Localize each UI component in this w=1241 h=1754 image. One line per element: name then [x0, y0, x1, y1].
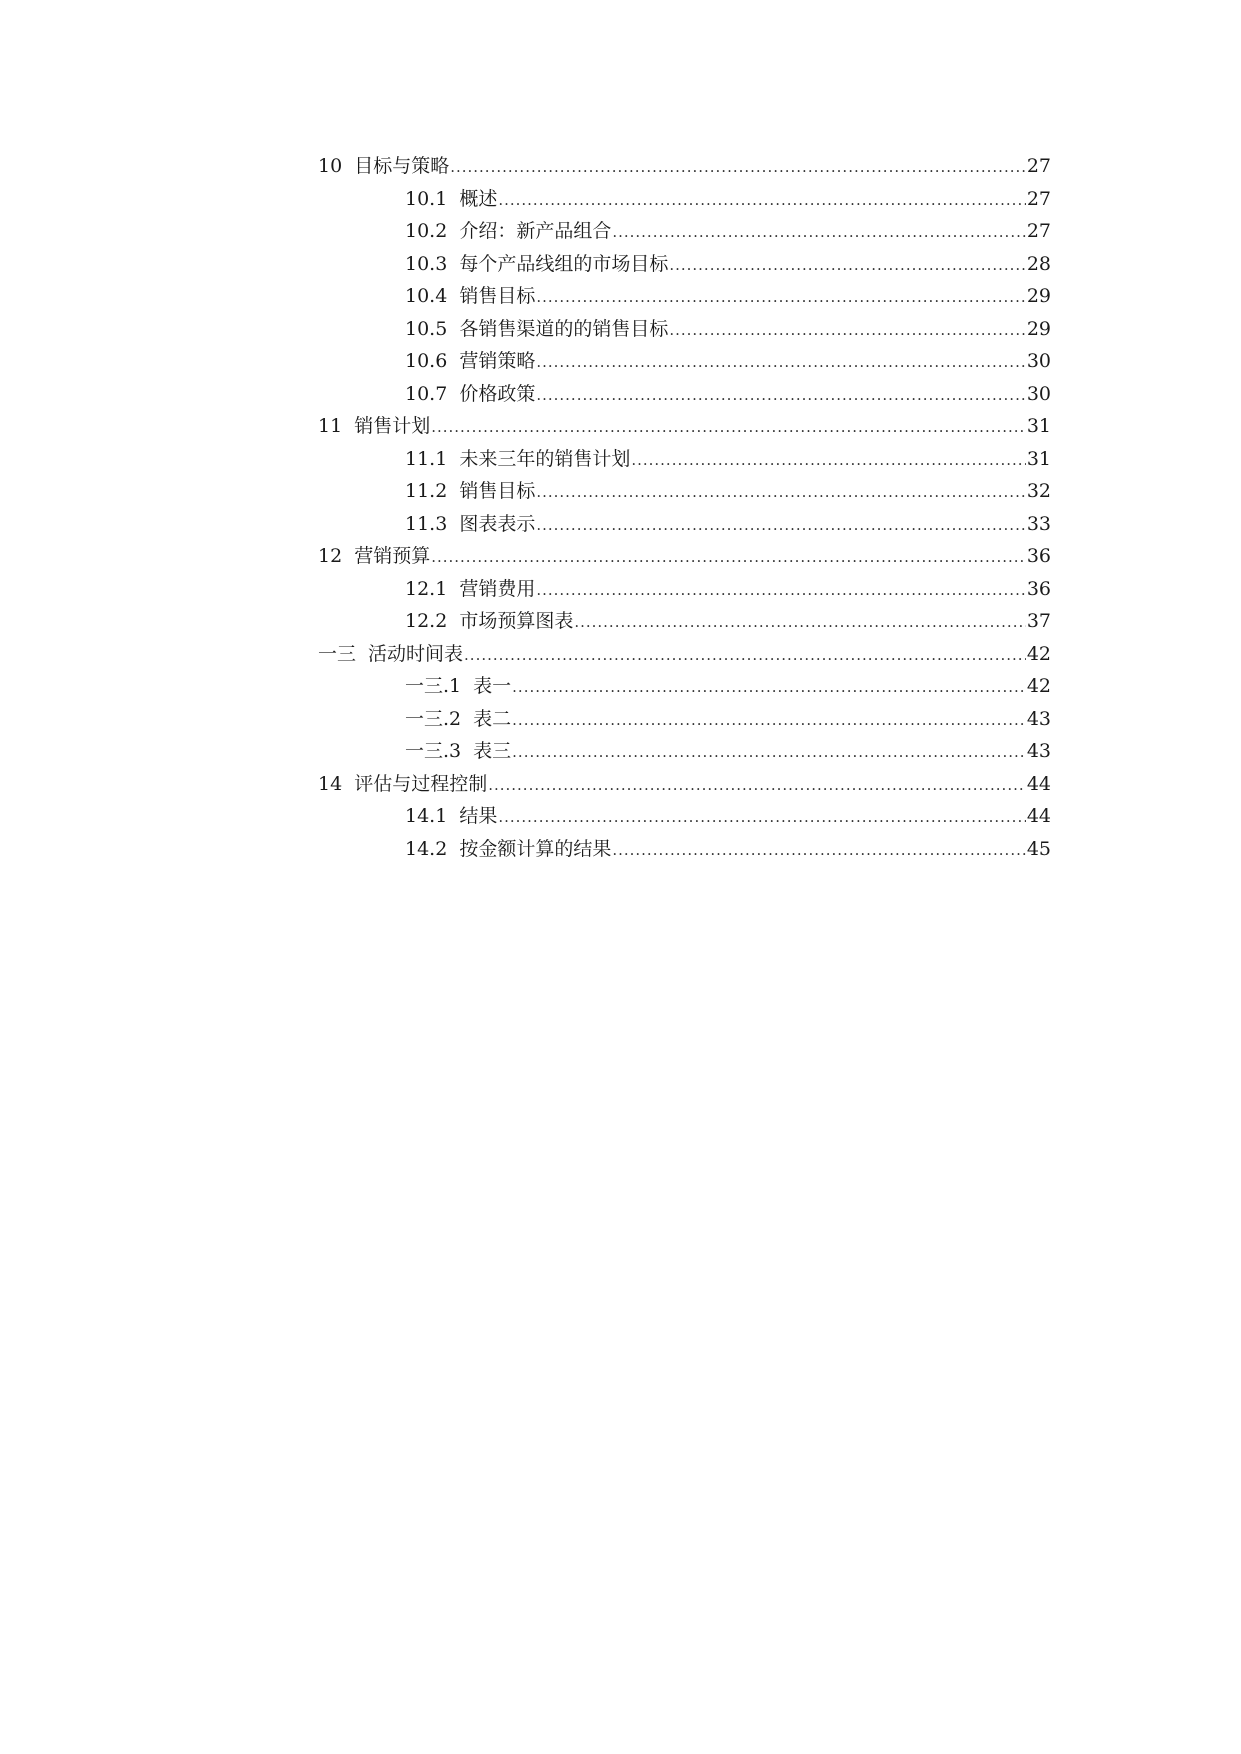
- toc-entry-number: 12.2: [405, 610, 448, 632]
- toc-dot-leader: [498, 800, 1025, 834]
- toc-entry-number: 10.1: [405, 187, 448, 210]
- toc-entry-number: 12: [318, 545, 343, 567]
- toc-entry-number: 14.2: [405, 837, 448, 860]
- toc-entry-title: 目标与策略: [354, 155, 450, 177]
- toc-entry[interactable]: [318, 215, 1051, 248]
- toc-entry-page-number: 31: [1026, 415, 1051, 437]
- toc-dot-leader: [612, 215, 1025, 249]
- toc-entry[interactable]: [318, 508, 1051, 541]
- toc-entry-title: 价格政策: [459, 382, 536, 405]
- toc-entry[interactable]: [318, 443, 1051, 476]
- toc-entry-title: 活动时间表: [368, 642, 464, 665]
- toc-entry[interactable]: [318, 703, 1051, 736]
- toc-entry-number: 10.7: [405, 382, 448, 405]
- toc-entry-number: 11: [318, 415, 343, 437]
- toc-dot-leader: [488, 768, 1026, 802]
- toc-entry-number: 10.6: [405, 350, 448, 372]
- toc-entry-title: 各销售渠道的的销售目标: [459, 317, 669, 340]
- toc-entry-title: 销售目标: [459, 285, 536, 307]
- toc-entry[interactable]: [318, 475, 1051, 508]
- toc-entry-page-number: 32: [1026, 480, 1051, 502]
- toc-entry-title: 评估与过程控制: [354, 772, 488, 795]
- toc-entry-page-number: 42: [1026, 675, 1051, 697]
- toc-entry[interactable]: [318, 833, 1051, 866]
- toc-entry-number: 一三: [318, 642, 357, 665]
- toc-entry-number: 11.3: [405, 512, 448, 535]
- toc-entry-number: 10.4: [405, 285, 448, 307]
- toc-entry-page-number: 42: [1026, 642, 1051, 665]
- toc-entry[interactable]: [318, 670, 1051, 703]
- toc-entry-title: 表三: [473, 740, 512, 762]
- toc-entry-title: 销售目标: [459, 480, 536, 502]
- toc-dot-leader: [669, 248, 1025, 282]
- toc-dot-leader: [612, 833, 1025, 867]
- toc-entry-page-number: 37: [1026, 610, 1051, 632]
- toc-entry-number: 10.3: [405, 252, 448, 275]
- toc-entry-title: 销售计划: [354, 415, 431, 437]
- toc-entry-title: 表一: [473, 675, 512, 697]
- toc-entry-number: 10: [318, 155, 343, 177]
- toc-entry-page-number: 27: [1026, 187, 1051, 210]
- toc-dot-leader: [536, 345, 1025, 379]
- toc-entry[interactable]: [318, 150, 1051, 183]
- toc-entry-number: 10.5: [405, 317, 448, 340]
- table-of-contents: [318, 150, 1051, 865]
- toc-dot-leader: [450, 150, 1026, 184]
- toc-entry-title: 营销费用: [459, 577, 536, 600]
- toc-entry-title: 表二: [473, 707, 512, 730]
- toc-entry[interactable]: [318, 800, 1051, 833]
- toc-dot-leader: [536, 508, 1025, 542]
- toc-entry[interactable]: [318, 735, 1051, 768]
- toc-dot-leader: [574, 605, 1025, 639]
- toc-entry-number: 一三.1: [405, 675, 462, 697]
- toc-dot-leader: [536, 475, 1025, 509]
- toc-entry[interactable]: [318, 605, 1051, 638]
- toc-entry-number: 14.1: [405, 805, 448, 827]
- toc-entry-page-number: 44: [1026, 772, 1051, 795]
- toc-entry[interactable]: [318, 313, 1051, 346]
- toc-entry-page-number: 43: [1026, 740, 1051, 762]
- toc-dot-leader: [512, 703, 1026, 737]
- toc-entry-number: 14: [318, 772, 343, 795]
- toc-dot-leader: [464, 638, 1026, 672]
- toc-entry[interactable]: [318, 573, 1051, 606]
- toc-entry-page-number: 36: [1026, 577, 1051, 600]
- toc-dot-leader: [536, 378, 1025, 412]
- toc-entry-page-number: 29: [1026, 285, 1051, 307]
- toc-entry-title: 未来三年的销售计划: [459, 447, 631, 470]
- toc-entry-page-number: 27: [1026, 220, 1051, 242]
- toc-entry-title: 营销预算: [354, 545, 431, 567]
- toc-dot-leader: [536, 573, 1025, 607]
- toc-dot-leader: [536, 280, 1025, 314]
- toc-entry-page-number: 29: [1026, 317, 1051, 340]
- toc-entry-page-number: 27: [1026, 155, 1051, 177]
- toc-entry-title: 市场预算图表: [459, 610, 574, 632]
- toc-entry-number: 11.1: [405, 447, 448, 470]
- toc-entry-page-number: 30: [1026, 382, 1051, 405]
- toc-entry-page-number: 44: [1026, 805, 1051, 827]
- toc-entry-page-number: 30: [1026, 350, 1051, 372]
- toc-entry[interactable]: [318, 183, 1051, 216]
- toc-entry-number: 一三.3: [405, 740, 462, 762]
- toc-dot-leader: [631, 443, 1025, 477]
- toc-dot-leader: [512, 735, 1026, 769]
- toc-entry[interactable]: [318, 638, 1051, 671]
- toc-entry-title: 结果: [459, 805, 498, 827]
- toc-dot-leader: [431, 410, 1026, 444]
- toc-entry-number: 11.2: [405, 480, 448, 502]
- toc-entry-page-number: 45: [1026, 837, 1051, 860]
- toc-entry-title: 概述: [459, 187, 498, 210]
- toc-entry[interactable]: [318, 540, 1051, 573]
- toc-entry[interactable]: [318, 248, 1051, 281]
- toc-entry-number: 10.2: [405, 220, 448, 242]
- toc-entry-page-number: 31: [1026, 447, 1051, 470]
- toc-entry[interactable]: [318, 378, 1051, 411]
- toc-entry-page-number: 36: [1026, 545, 1051, 567]
- toc-entry-number: 12.1: [405, 577, 448, 600]
- toc-entry-title: 每个产品线组的市场目标: [459, 252, 669, 275]
- toc-entry-page-number: 33: [1026, 512, 1051, 535]
- toc-entry[interactable]: [318, 410, 1051, 443]
- toc-entry[interactable]: [318, 345, 1051, 378]
- toc-entry-title: 图表表示: [459, 512, 536, 535]
- toc-dot-leader: [512, 670, 1026, 704]
- toc-dot-leader: [431, 540, 1026, 574]
- toc-entry-title: 按金额计算的结果: [459, 837, 612, 860]
- toc-entry[interactable]: [318, 280, 1051, 313]
- toc-entry-page-number: 28: [1026, 252, 1051, 275]
- toc-entry-title: 介绍：新产品组合: [459, 220, 612, 242]
- toc-entry-title: 营销策略: [459, 350, 536, 372]
- toc-dot-leader: [498, 183, 1025, 217]
- toc-entry[interactable]: [318, 768, 1051, 801]
- toc-entry-number: 一三.2: [405, 707, 462, 730]
- toc-dot-leader: [669, 313, 1025, 347]
- toc-entry-page-number: 43: [1026, 707, 1051, 730]
